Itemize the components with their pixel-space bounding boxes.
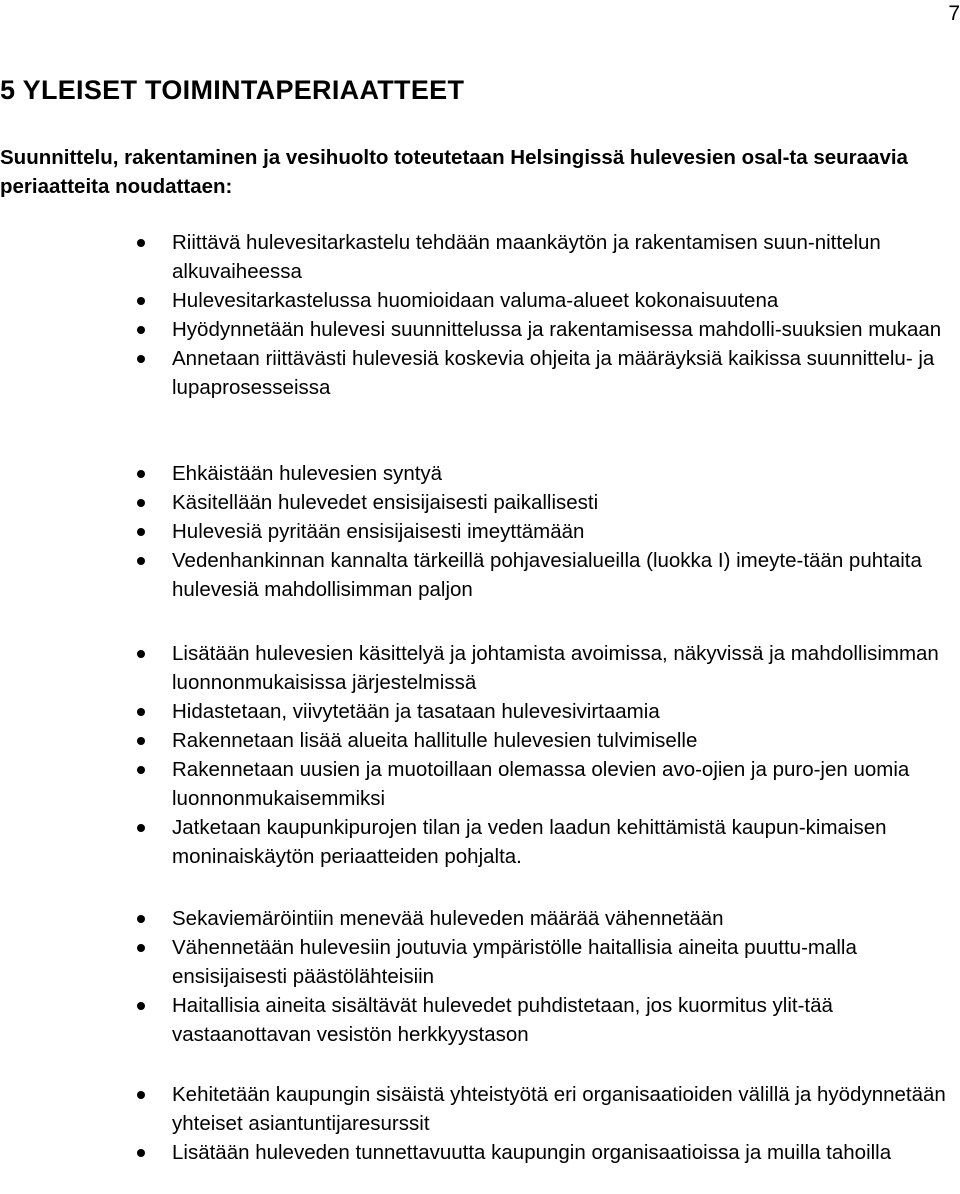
list-item <box>0 639 947 697</box>
list-item <box>0 697 947 726</box>
list-item-text: Ehkäistään hulevesien syntyä <box>172 462 443 485</box>
list-item <box>0 517 947 546</box>
list-item-text: Lisätään hulevesien käsittelyä ja johtamista avoimissa, näkyvissä ja mahdollisimman luonnonmukaisissa järjestelmissä <box>172 642 939 694</box>
list-item-text: Kehitetään kaupungin sisäistä yhteistyötä eri organisaatioiden välillä ja hyödynnetään yhteiset asiantuntijaresurssit <box>172 1083 946 1135</box>
list-item <box>0 546 947 604</box>
list-item <box>0 228 947 286</box>
bullet-icon <box>137 1002 145 1010</box>
principles-group-water-quality <box>0 904 960 1049</box>
list-item <box>0 1080 947 1138</box>
list-item-text: Annetaan riittävästi hulevesiä koskevia ohjeita ja määräyksiä kaikissa suunnittelu- ja lupaprosesseissa <box>172 347 935 399</box>
page-number: 7 <box>948 2 960 25</box>
list-item-text: Vedenhankinnan kannalta tärkeillä pohjavesialueilla (luokka I) imeyte-tään puhtaita hulevesiä mahdollisimman paljon <box>172 549 922 601</box>
list-item-text: Hyödynnetään hulevesi suunnittelussa ja rakentamisessa mahdolli-suuksien mukaan <box>172 318 942 341</box>
principles-group-open-systems <box>0 639 960 871</box>
list-item-text: Lisätään huleveden tunnettavuutta kaupungin organisaatioissa ja muilla tahoilla <box>172 1141 892 1164</box>
list-item-text: Rakennetaan uusien ja muotoillaan olemassa olevien avo-ojien ja puro-jen uomia luonnonmukaisemmiksi <box>172 758 910 810</box>
bullet-icon <box>137 915 145 923</box>
principles-group-handling <box>0 459 960 604</box>
list-item <box>0 488 947 517</box>
list-item <box>0 813 947 871</box>
list-item <box>0 933 947 991</box>
list-item-text: Riittävä hulevesitarkastelu tehdään maankäytön ja rakentamisen suun-nittelun alkuvaiheessa <box>172 231 881 283</box>
list-item-text: Haitallisia aineita sisältävät hulevedet puhdistetaan, jos kuormitus ylit-tää vastaanottavan vesistön herkkyystason <box>172 994 833 1046</box>
bullet-icon <box>137 824 145 832</box>
list-item <box>0 286 947 315</box>
bullet-icon <box>137 1091 145 1099</box>
bullet-icon <box>137 944 145 952</box>
bullet-icon <box>137 239 145 247</box>
bullet-icon <box>137 297 145 305</box>
bullet-icon <box>137 470 145 478</box>
list-item-text: Hidastetaan, viivytetään ja tasataan hulevesivirtaamia <box>172 700 660 723</box>
bullet-icon <box>137 650 145 658</box>
list-item-text: Rakennetaan lisää alueita hallitulle hulevesien tulvimiselle <box>172 729 698 752</box>
list-item <box>0 1138 947 1167</box>
bullet-icon <box>137 708 145 716</box>
bullet-icon <box>137 355 145 363</box>
section-heading: 5 YLEISET TOIMINTAPERIAATTEET <box>0 75 465 105</box>
list-item <box>0 315 947 344</box>
list-item <box>0 726 947 755</box>
list-item <box>0 755 947 813</box>
list-item <box>0 459 947 488</box>
list-item <box>0 904 947 933</box>
principles-group-planning <box>0 228 960 402</box>
bullet-icon <box>137 737 145 745</box>
list-item-text: Käsitellään hulevedet ensisijaisesti paikallisesti <box>172 491 599 514</box>
bullet-icon <box>137 326 145 334</box>
list-item <box>0 344 947 402</box>
intro-paragraph: Suunnittelu, rakentaminen ja vesihuolto toteutetaan Helsingissä hulevesien osal-ta seuraavia periaatteita noudattaen: <box>0 146 908 198</box>
list-item <box>0 991 947 1049</box>
bullet-icon <box>137 499 145 507</box>
bullet-icon <box>137 1149 145 1157</box>
list-item-text: Sekaviemäröintiin menevää huleveden määrää vähennetään <box>172 907 724 930</box>
principles-group-cooperation <box>0 1080 960 1167</box>
bullet-icon <box>137 528 145 536</box>
list-item-text: Hulevesitarkastelussa huomioidaan valuma-alueet kokonaisuutena <box>172 289 779 312</box>
list-item-text: Hulevesiä pyritään ensisijaisesti imeyttämään <box>172 520 585 543</box>
list-item-text: Vähennetään hulevesiin joutuvia ympäristölle haitallisia aineita puuttu-malla ensisijaisesti päästölähteisiin <box>172 936 857 988</box>
list-item-text: Jatketaan kaupunkipurojen tilan ja veden laadun kehittämistä kaupun-kimaisen moninaiskäytön periaatteiden pohjalta. <box>172 816 887 868</box>
bullet-icon <box>137 557 145 565</box>
bullet-icon <box>137 766 145 774</box>
